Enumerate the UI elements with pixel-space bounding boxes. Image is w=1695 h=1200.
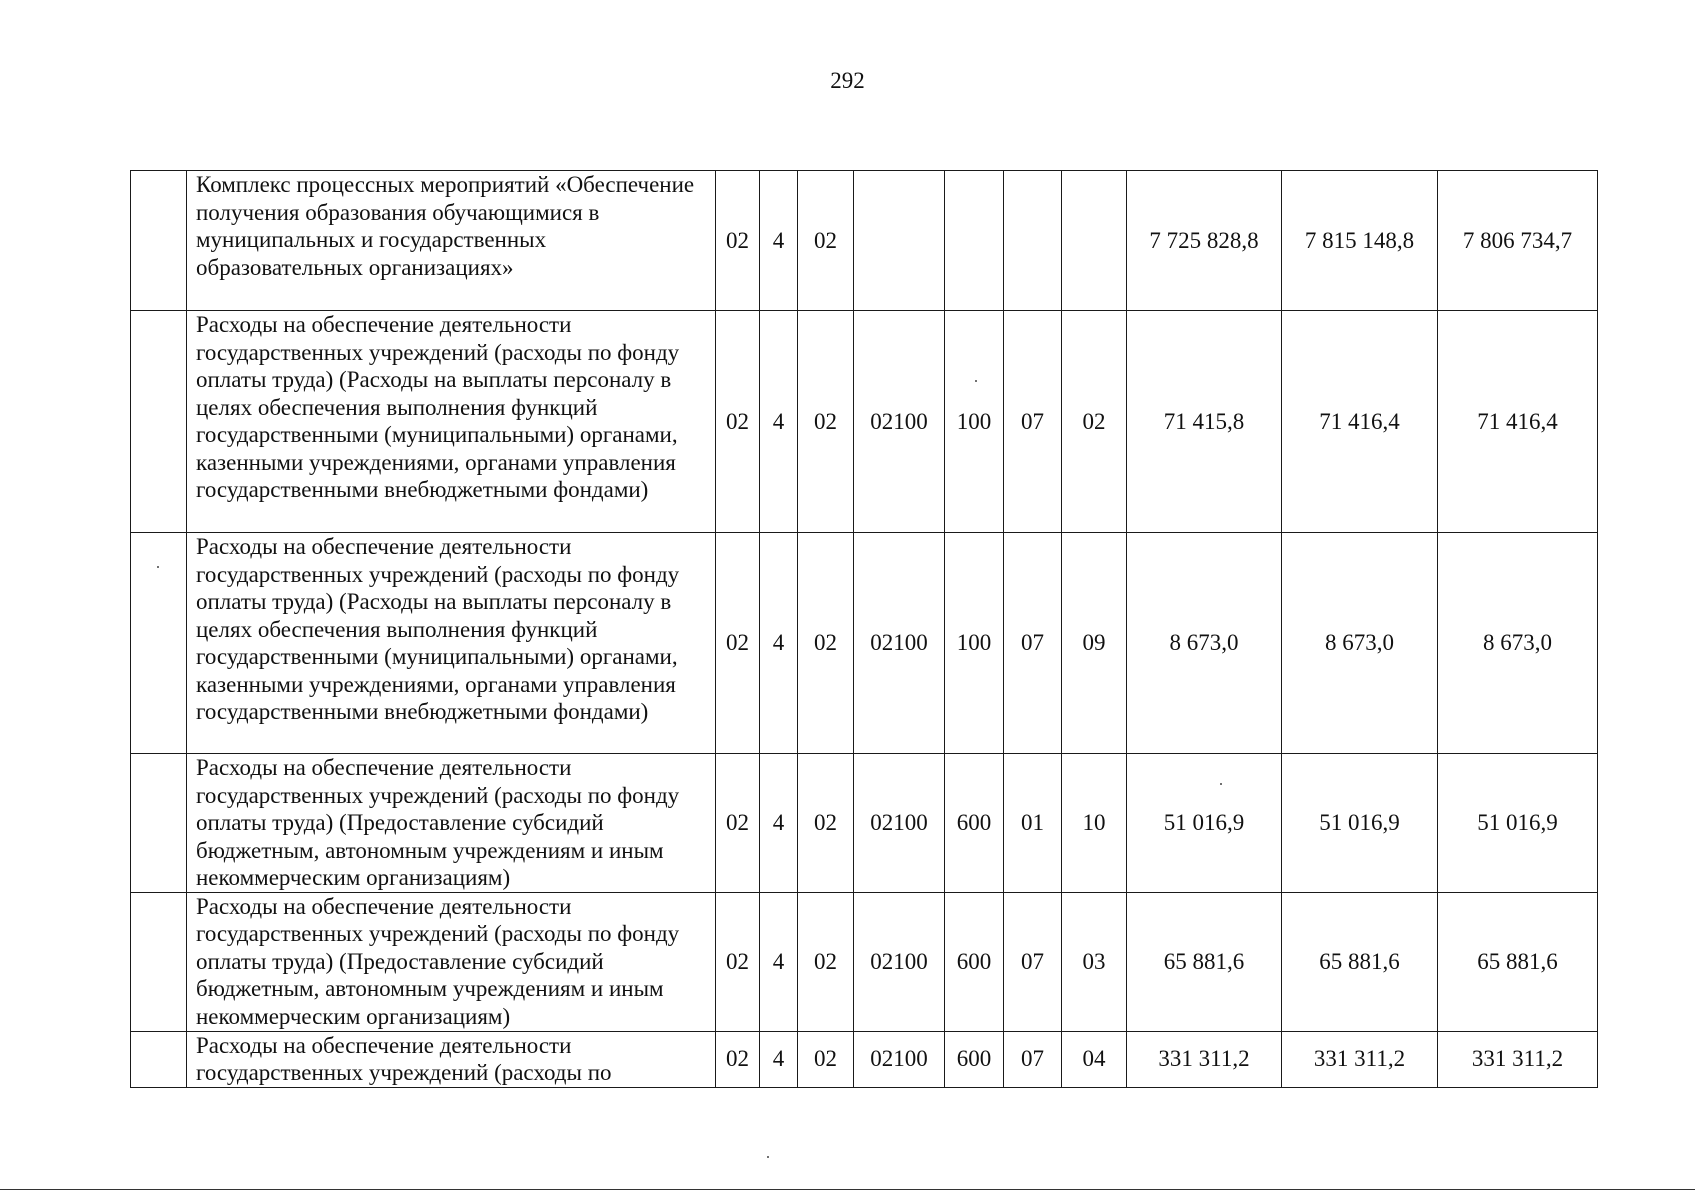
- code-cell: 10: [1062, 754, 1127, 893]
- amount-cell: 71 415,8: [1127, 311, 1282, 533]
- amount-cell: 331 311,2: [1127, 1031, 1282, 1087]
- amount-cell: 331 311,2: [1438, 1031, 1598, 1087]
- table-row: [131, 892, 1598, 1031]
- scan-speck: [1220, 783, 1222, 785]
- code-cell: 02: [798, 171, 854, 311]
- code-cell: 02100: [854, 533, 945, 754]
- amount-cell: 7 725 828,8: [1127, 171, 1282, 311]
- row-description: Расходы на обеспечение деятельности государственных учреждений (расходы по фонду оплаты труда) (Предоставление субсидий бюджетным, автономным учреждениям и иным некоммерческим организациям): [187, 754, 716, 893]
- code-cell: 4: [760, 533, 798, 754]
- code-cell: 02: [716, 311, 760, 533]
- code-cell: 07: [1004, 533, 1062, 754]
- code-cell: 02: [798, 754, 854, 893]
- code-cell: 02100: [854, 754, 945, 893]
- code-cell: 02: [716, 892, 760, 1031]
- amount-cell: 51 016,9: [1438, 754, 1598, 893]
- row-description: Комплекс процессных мероприятий «Обеспечение получения образования обучающимися в муниципальных и государственных образовательных организациях»: [187, 171, 716, 311]
- amount-cell: 51 016,9: [1282, 754, 1438, 893]
- code-cell: 07: [1004, 1031, 1062, 1087]
- table-row: [131, 311, 1598, 533]
- code-cell: 02100: [854, 311, 945, 533]
- amount-cell: 71 416,4: [1438, 311, 1598, 533]
- code-cell: 600: [945, 892, 1004, 1031]
- code-cell: [854, 171, 945, 311]
- code-cell: 02: [716, 533, 760, 754]
- code-cell: 04: [1062, 1031, 1127, 1087]
- amount-cell: 7 806 734,7: [1438, 171, 1598, 311]
- code-cell: 07: [1004, 892, 1062, 1031]
- code-cell: 4: [760, 754, 798, 893]
- amount-cell: 8 673,0: [1282, 533, 1438, 754]
- code-cell: 01: [1004, 754, 1062, 893]
- index-cell: [131, 171, 187, 311]
- amount-cell: 65 881,6: [1438, 892, 1598, 1031]
- code-cell: 09: [1062, 533, 1127, 754]
- index-cell: [131, 311, 187, 533]
- code-cell: 07: [1004, 311, 1062, 533]
- code-cell: [1004, 171, 1062, 311]
- amount-cell: 8 673,0: [1127, 533, 1282, 754]
- code-cell: 03: [1062, 892, 1127, 1031]
- row-description: Расходы на обеспечение деятельности государственных учреждений (расходы по: [187, 1031, 716, 1087]
- code-cell: [945, 171, 1004, 311]
- scan-speck: [767, 1156, 769, 1158]
- code-cell: 4: [760, 892, 798, 1031]
- page-number: 292: [830, 68, 865, 93]
- code-cell: 02: [716, 1031, 760, 1087]
- code-cell: 02: [716, 754, 760, 893]
- code-cell: 02100: [854, 1031, 945, 1087]
- page-bottom-rule: [0, 1189, 1695, 1190]
- code-cell: 4: [760, 311, 798, 533]
- row-description: Расходы на обеспечение деятельности государственных учреждений (расходы по фонду оплаты труда) (Расходы на выплаты персоналу в целях обеспечения выполнения функций государственными (муниципальными) органами, казенными учреждениями, органами управления государственными внебюджетными фондами): [187, 533, 716, 754]
- amount-cell: 71 416,4: [1282, 311, 1438, 533]
- code-cell: 02: [716, 171, 760, 311]
- amount-cell: 65 881,6: [1127, 892, 1282, 1031]
- code-cell: 4: [760, 1031, 798, 1087]
- code-cell: 02: [1062, 311, 1127, 533]
- code-cell: 4: [760, 171, 798, 311]
- scan-speck: [975, 380, 977, 382]
- code-cell: 02: [798, 533, 854, 754]
- table-row: [131, 533, 1598, 754]
- amount-cell: 8 673,0: [1438, 533, 1598, 754]
- row-description: Расходы на обеспечение деятельности государственных учреждений (расходы по фонду оплаты труда) (Расходы на выплаты персоналу в целях обеспечения выполнения функций государственными (муниципальными) органами, казенными учреждениями, органами управления государственными внебюджетными фондами): [187, 311, 716, 533]
- code-cell: 02: [798, 311, 854, 533]
- amount-cell: 65 881,6: [1282, 892, 1438, 1031]
- code-cell: 02: [798, 1031, 854, 1087]
- code-cell: 600: [945, 1031, 1004, 1087]
- amount-cell: 51 016,9: [1127, 754, 1282, 893]
- scan-speck: [157, 566, 159, 568]
- code-cell: 02: [798, 892, 854, 1031]
- code-cell: 100: [945, 533, 1004, 754]
- table-row: [131, 171, 1598, 311]
- table-row: [131, 754, 1598, 893]
- code-cell: 02100: [854, 892, 945, 1031]
- index-cell: [131, 754, 187, 893]
- index-cell: [131, 1031, 187, 1087]
- amount-cell: 331 311,2: [1282, 1031, 1438, 1087]
- row-description: Расходы на обеспечение деятельности государственных учреждений (расходы по фонду оплаты труда) (Предоставление субсидий бюджетным, автономным учреждениям и иным некоммерческим организациям): [187, 892, 716, 1031]
- table-row: [131, 1031, 1598, 1087]
- code-cell: 600: [945, 754, 1004, 893]
- budget-table: [130, 170, 1598, 1088]
- amount-cell: 7 815 148,8: [1282, 171, 1438, 311]
- index-cell: [131, 892, 187, 1031]
- code-cell: 100: [945, 311, 1004, 533]
- code-cell: [1062, 171, 1127, 311]
